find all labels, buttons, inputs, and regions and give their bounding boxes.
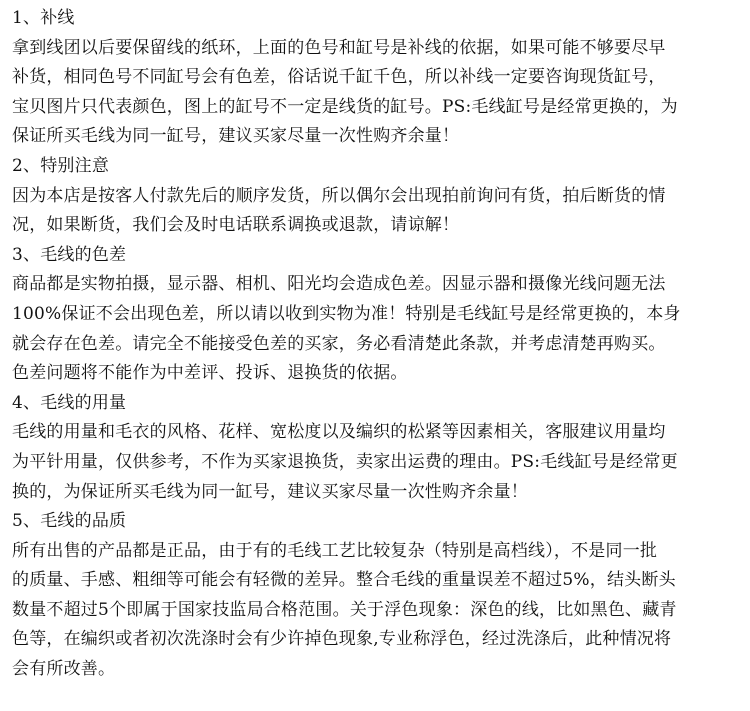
section-4 [12,389,742,507]
paragraph-line: 商品都是实物拍摄，显示器、相机、阳光均会造成色差。因显示器和摄像光线问题无法 [12,274,666,295]
section-heading: 3、毛线的色差 [12,244,127,265]
section-heading: 4、毛线的用量 [12,392,127,413]
section-heading: 1、补线 [12,8,75,28]
section-heading: 5、毛线的品质 [12,511,127,532]
section-heading: 2、特别注意 [12,155,110,176]
paragraph-line: 换的，为保证所买毛线为同一缸号，建议买家尽量一次性购齐余量！ [12,481,528,502]
paragraph-line: 补货，相同色号不同缸号会有色差，俗话说千缸千色，所以补线一定要咨询现货缸号， [12,67,666,88]
section-2 [12,152,742,241]
document-body [12,4,742,685]
section-1 [12,4,742,152]
paragraph-line: 的质量、手感、粗细等可能会有轻微的差异。整合毛线的重量误差不超过5%，结头断头 [12,570,676,591]
paragraph-line: 拿到线团以后要保留线的纸环，上面的色号和缸号是补线的依据，如果可能不够要尽早 [12,37,666,58]
paragraph-line: 100%保证不会出现色差，所以请以收到实物为准！特别是毛线缸号是经常更换的，本身 [12,303,681,324]
paragraph-line: 宝贝图片只代表颜色，图上的缸号不一定是线货的缸号。PS:毛线缸号是经常更换的，为 [12,96,678,117]
paragraph-line: 会有所改善。 [12,659,116,680]
section-5 [12,507,742,685]
paragraph-line: 色等，在编织或者初次洗涤时会有少许掉色现象,专业称浮色，经过洗涤后，此种情况将 [12,629,672,650]
paragraph-line: 所有出售的产品都是正品，由于有的毛线工艺比较复杂（特别是高档线），不是同一批 [12,540,658,561]
paragraph-line: 就会存在色差。请完全不能接受色差的买家，务必看清楚此条款，并考虑清楚再购买。 [12,333,666,354]
section-3 [12,241,742,389]
paragraph-line: 色差问题将不能作为中差评、投诉、退换货的依据。 [12,363,408,384]
paragraph-line: 数量不超过5个即属于国家技监局合格范围。关于浮色现象：深色的线，比如黑色、藏青 [12,599,677,620]
paragraph-line: 保证所买毛线为同一缸号，建议买家尽量一次性购齐余量！ [12,126,460,147]
paragraph-line: 为平针用量，仅供参考，不作为买家退换货，卖家出运费的理由。PS:毛线缸号是经常更 [12,451,678,472]
paragraph-line: 况，如果断货，我们会及时电话联系调换或退款，请谅解！ [12,215,460,236]
paragraph-line: 因为本店是按客人付款先后的顺序发货，所以偶尔会出现拍前询问有货，拍后断货的情 [12,185,666,206]
paragraph-line: 毛线的用量和毛衣的风格、花样、宽松度以及编织的松紧等因素相关，客服建议用量均 [12,422,666,443]
